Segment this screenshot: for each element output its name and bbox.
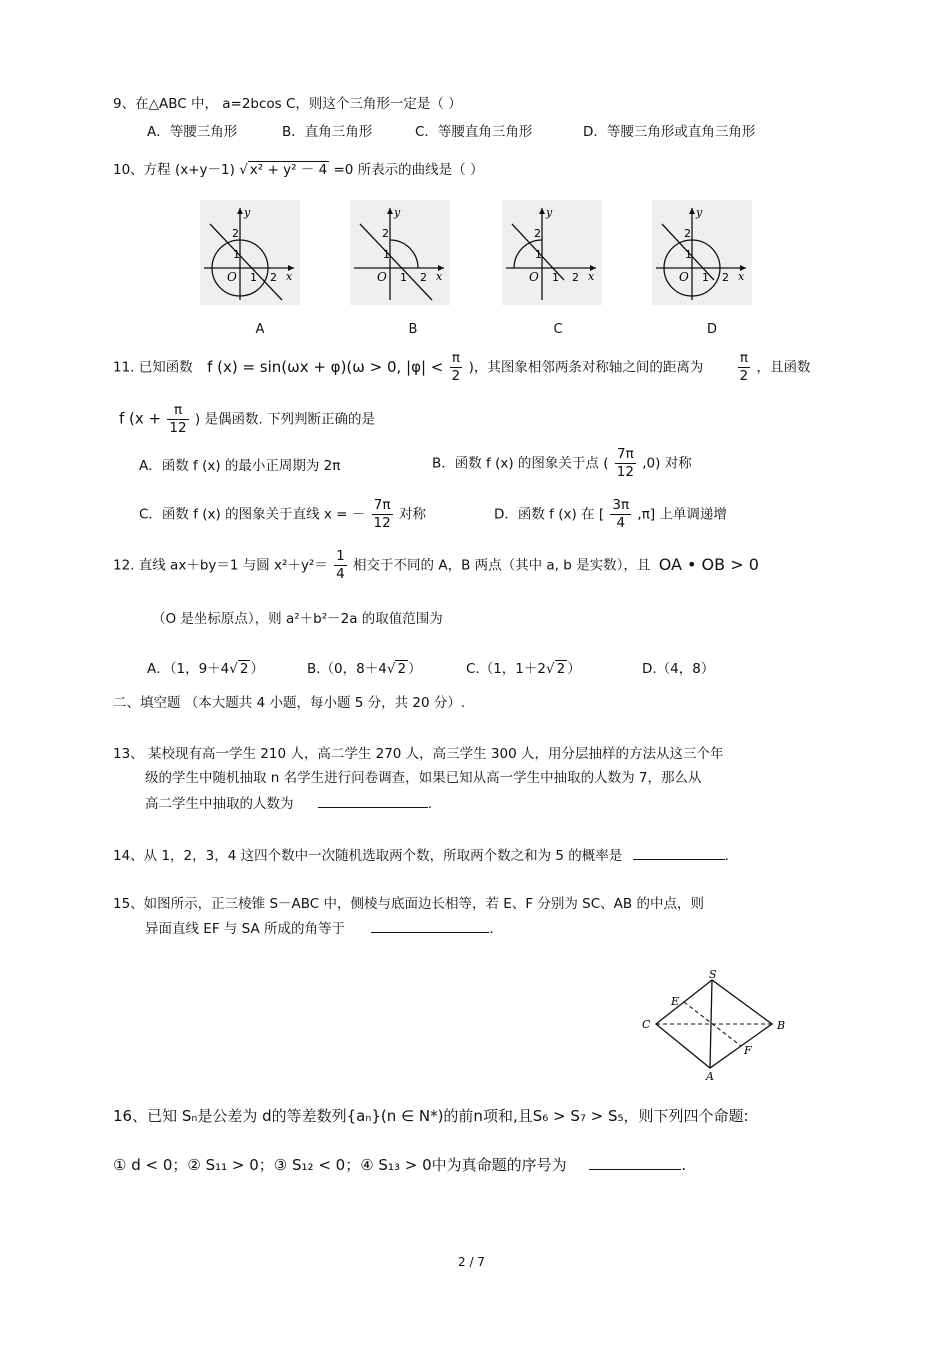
q9-option-d: D．等腰三角形或直角三角形 [583, 124, 756, 140]
q9-option-b: B．直角三角形 [282, 124, 373, 140]
svg-text:S: S [709, 968, 717, 981]
q10-stem-b: =0 所表示的曲线是（ ） [333, 162, 484, 178]
q14-line: 14、从 1，2，3，4 这四个数中一次随机选取两个数，所取两个数之和为 5 的概率是 . [113, 845, 729, 866]
svg-text:1: 1 [250, 271, 257, 284]
svg-text:2: 2 [722, 271, 729, 284]
q16-line2: ① d < 0；② S₁₁ > 0；③ S₁₂ < 0；④ S₁₃ > 0中为真命题的序号为 . [113, 1156, 687, 1174]
q15-line2: 异面直线 EF 与 SA 所成的角等于 . [145, 918, 494, 939]
svg-text:2: 2 [534, 227, 541, 240]
svg-text:1: 1 [233, 248, 240, 261]
q13-answer-blank[interactable] [318, 793, 428, 808]
svg-text:E: E [671, 995, 680, 1008]
q10-graph-b [350, 200, 450, 305]
q10-graph-a [200, 200, 300, 305]
q10-graph-label-d: D [706, 322, 717, 337]
svg-text:2: 2 [270, 271, 277, 284]
svg-text:2: 2 [232, 227, 239, 240]
q12-option-a: A．（1，9＋4√ 2 ） [147, 661, 264, 677]
q14-answer-blank[interactable] [633, 845, 725, 860]
q12-line1: 12. 直线 ax＋by＝1 与圆 x²＋y²＝ $\frac{1}{4}$ 相交于不同的 A，B 两点（其中 a, b 是实数），且 OA • OB > 0 [113, 548, 759, 582]
svg-text:A: A [706, 1070, 714, 1083]
svg-text:F: F [744, 1044, 752, 1057]
q12-option-b: B.（0，8＋4√ 2 ） [307, 661, 422, 677]
q10-stem-a: 10、方程 (x+y－1) [113, 162, 235, 178]
svg-text:C: C [642, 1018, 651, 1031]
svg-text:2: 2 [684, 227, 691, 240]
section-2-title: 二、填空题 （本大题共 4 小题，每小题 5 分，共 20 分）. [113, 695, 466, 711]
q11-option-a: A．函数 f (x) 的最小正周期为 2π [139, 458, 341, 474]
svg-text:y: y [394, 206, 401, 219]
sqrt-sign-icon: √ [239, 162, 248, 178]
q13-line3: 高二学生中抽取的人数为 . [145, 793, 432, 814]
svg-text:y: y [546, 206, 553, 219]
svg-text:1: 1 [535, 248, 542, 261]
svg-text:1: 1 [685, 248, 692, 261]
pyramid-figure [636, 966, 796, 1084]
svg-text:x: x [436, 270, 443, 283]
svg-text:2: 2 [420, 271, 427, 284]
q16-answer-blank[interactable] [589, 1155, 681, 1170]
q11-line1: 11. 已知函数 f (x) = sin(ωx + φ)(ω > 0, |φ| < $\frac{\pi}{2}$ )，其图象相邻两条对称轴之间的距离为 $\frac{\pi}{2}$ ，且函数 [113, 350, 811, 384]
svg-text:y: y [696, 206, 703, 219]
q10-graph-label-b: B [408, 322, 418, 337]
q10-graph-label-a: A [255, 322, 265, 337]
fraction-pi-over-2: $\frac{\pi}{2}$ [739, 350, 749, 384]
q12-line2: （O 是坐标原点），则 a²＋b²－2a 的取值范围为 [152, 611, 443, 627]
svg-text:2: 2 [382, 227, 389, 240]
q10-graph-d [652, 200, 752, 305]
q15-answer-blank[interactable] [371, 918, 489, 933]
svg-text:O: O [377, 270, 387, 284]
q13-line1: 13、 某校现有高一学生 210 人，高二学生 270 人，高三学生 300 人，用分层抽样的方法从这三个年 [113, 746, 724, 762]
q10-stem [113, 160, 483, 180]
svg-text:1: 1 [552, 271, 559, 284]
svg-text:1: 1 [383, 248, 390, 261]
fraction-pi-over-2: $\frac{\pi}{2}$ [451, 350, 461, 384]
q13-line2: 级的学生中随机抽取 n 名学生进行问卷调查，如果已知从高一学生中抽取的人数为 7，那么从 [145, 770, 702, 786]
svg-text:x: x [286, 270, 293, 283]
q12-option-d: D.（4，8） [642, 661, 715, 677]
svg-text:O: O [227, 270, 237, 284]
q11-option-c: C．函数 f (x) 的图象关于直线 x = － $\frac{7\pi}{12}$ 对称 [139, 497, 427, 531]
svg-text:1: 1 [702, 271, 709, 284]
q15-line1: 15、如图所示，正三棱锥 S－ABC 中，侧棱与底面边长相等，若 E、F 分别为 SC、AB 的中点，则 [113, 896, 704, 912]
q9-option-a: A．等腰三角形 [147, 124, 238, 140]
svg-text:2: 2 [572, 271, 579, 284]
svg-text:B: B [777, 1019, 786, 1032]
vector-dot-product: OA • OB > 0 [658, 554, 759, 574]
fraction-pi-over-12: $\frac{\pi}{12}$ [169, 402, 187, 436]
q10-radicand: x² + y² － 4 [249, 162, 328, 178]
q11-option-b: B．函数 f (x) 的图象关于点 ( $\frac{7\pi}{12}$ ,0) 对称 [432, 446, 692, 480]
page-number: 2 / 7 [458, 1255, 485, 1269]
q16-line1: 16、已知 Sₙ是公差为 d的等差数列{aₙ}(n ∈ N*)的前n项和,且S₆ > S₇ > S₅，则下列四个命题: [113, 1107, 749, 1125]
svg-text:O: O [529, 270, 539, 284]
q12-option-c: C.（1，1＋2√ 2 ） [466, 661, 581, 677]
svg-text:x: x [738, 270, 745, 283]
y-label: y [244, 206, 251, 219]
svg-text:x: x [588, 270, 595, 283]
q11-option-d: D．函数 f (x) 在 [ $\frac{3\pi}{4}$ ,π] 上单调递增 [494, 497, 727, 531]
q10-graph-label-c: C [553, 322, 563, 337]
q10-graph-c [502, 200, 602, 305]
q11-line2: f (x + $\frac{\pi}{12}$ ) 是偶函数. 下列判断正确的是 [119, 402, 376, 436]
q9-stem: 9、在△ABC 中， a=2bcos C，则这个三角形一定是（ ） [113, 96, 462, 112]
svg-text:1: 1 [400, 271, 407, 284]
svg-text:O: O [679, 270, 689, 284]
q9-option-c: C．等腰直角三角形 [415, 124, 533, 140]
